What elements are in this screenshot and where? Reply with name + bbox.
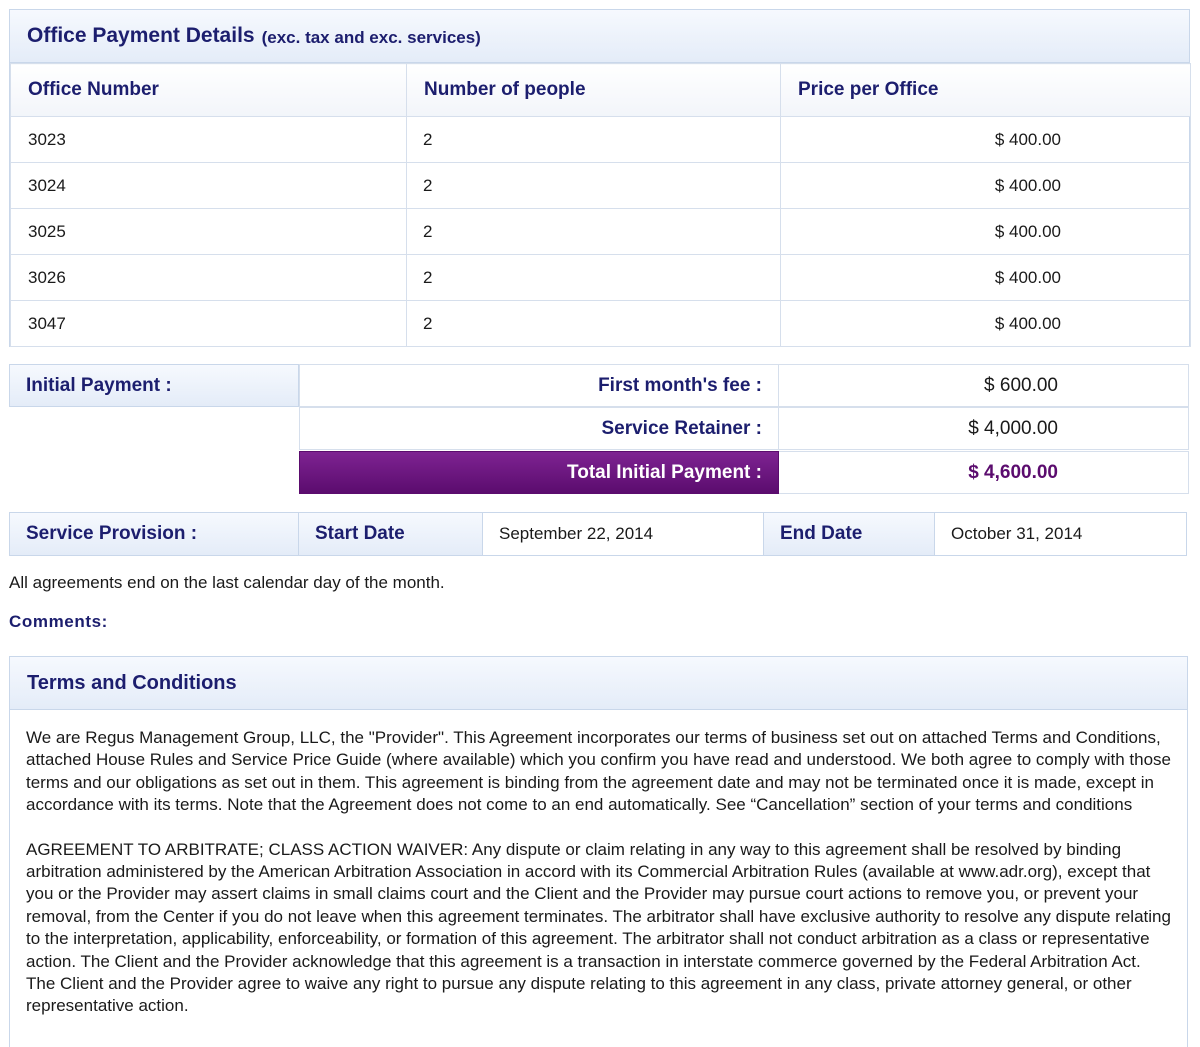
service-retainer-label: Service Retainer : xyxy=(299,407,779,450)
total-initial-payment-label: Total Initial Payment : xyxy=(299,451,779,494)
terms-paragraph-provider: We are Regus Management Group, LLC, the "Provider". This Agreement incorporates our terms of business set out on attached Terms and Conditions, attached House Rules and Service Price Guide (where available) which you confirm you have read and understood. We both agree to comply with those terms and our obligations as set out in them. This agreement is binding from the agreement date and may not be terminated once it is made, except in accordance with its terms. Note that the Agreement does not come to an end automatically. See “Cancellation” section of your terms and conditions xyxy=(26,728,1171,815)
office-table xyxy=(10,63,1191,347)
service-provision-section xyxy=(9,512,1187,556)
office-table-header xyxy=(11,64,1191,117)
price-cell: $ 400.00 xyxy=(781,209,1191,255)
total-initial-payment-row xyxy=(299,451,1189,494)
service-provision-label: Service Provision : xyxy=(9,512,299,556)
price-cell: $ 400.00 xyxy=(781,117,1191,163)
terms-section xyxy=(9,656,1188,1047)
office-number-cell: 3026 xyxy=(11,255,407,301)
people-count-cell: 2 xyxy=(407,117,781,163)
first-month-fee-label: First month's fee : xyxy=(299,364,779,407)
service-retainer-value: $ 4,000.00 xyxy=(779,407,1189,450)
office-number-cell: 3024 xyxy=(11,163,407,209)
office-number-cell: 3025 xyxy=(11,209,407,255)
office-payment-subtitle: (exc. tax and exc. services) xyxy=(261,27,481,47)
initial-payment-label: Initial Payment : xyxy=(9,364,299,407)
end-date-label: End Date xyxy=(764,512,935,556)
people-count-cell: 2 xyxy=(407,255,781,301)
comments-label: Comments: xyxy=(9,612,108,631)
first-month-fee-row xyxy=(299,364,1189,407)
terms-paragraph-arbitration: AGREEMENT TO ARBITRATE; CLASS ACTION WAIVER: Any dispute or claim relating in any way to this agreement shall be resolved by binding arbitration administered by the American Arbitration Association in accord with its Commercial Arbitration Rules (available at www.adr.org), except that you or the Provider may assert claims in small claims court and the Client and the Provider may pursue court actions to remove you, or prevent your removal, from the Center if you do not leave when this agreement terminates. The arbitrator shall have exclusive authority to resolve any dispute relating to the interpretation, applicability, enforceability, or formation of this agreement. The arbitrator shall not conduct arbitration as a class or representative action. The Client and the Provider acknowledge that this agreement is a transaction in interstate commerce governed by the Federal Arbitration Act. The Client and the Provider agree to waive any right to pursue any dispute relating to this agreement in any class, private attorney general, or other representative action. xyxy=(26,839,1171,1016)
initial-payment-section xyxy=(9,364,1189,495)
first-month-fee-value: $ 600.00 xyxy=(779,364,1189,407)
column-header-office-number: Office Number xyxy=(11,64,407,117)
start-date-value: September 22, 2014 xyxy=(483,512,764,556)
price-cell: $ 400.00 xyxy=(781,301,1191,347)
office-number-cell: 3047 xyxy=(11,301,407,347)
table-row xyxy=(11,163,1191,209)
price-cell: $ 400.00 xyxy=(781,163,1191,209)
service-retainer-row xyxy=(299,407,1189,450)
table-row xyxy=(11,301,1191,347)
agreement-end-note: All agreements end on the last calendar day of the month. xyxy=(9,573,445,592)
office-payment-section xyxy=(9,9,1190,347)
start-date-label: Start Date xyxy=(299,512,483,556)
people-count-cell: 2 xyxy=(407,163,781,209)
people-count-cell: 2 xyxy=(407,209,781,255)
office-payment-title: Office Payment Details xyxy=(27,24,255,47)
end-date-value: October 31, 2014 xyxy=(935,512,1187,556)
price-cell: $ 400.00 xyxy=(781,255,1191,301)
table-row xyxy=(11,255,1191,301)
office-payment-header xyxy=(10,10,1189,63)
column-header-number-of-people: Number of people xyxy=(407,64,781,117)
table-row xyxy=(11,117,1191,163)
total-initial-payment-value: $ 4,600.00 xyxy=(779,451,1189,494)
people-count-cell: 2 xyxy=(407,301,781,347)
column-header-price-per-office: Price per Office xyxy=(781,64,1191,117)
table-row xyxy=(11,209,1191,255)
terms-title: Terms and Conditions xyxy=(10,657,1187,710)
office-number-cell: 3023 xyxy=(11,117,407,163)
terms-body xyxy=(10,710,1187,1018)
